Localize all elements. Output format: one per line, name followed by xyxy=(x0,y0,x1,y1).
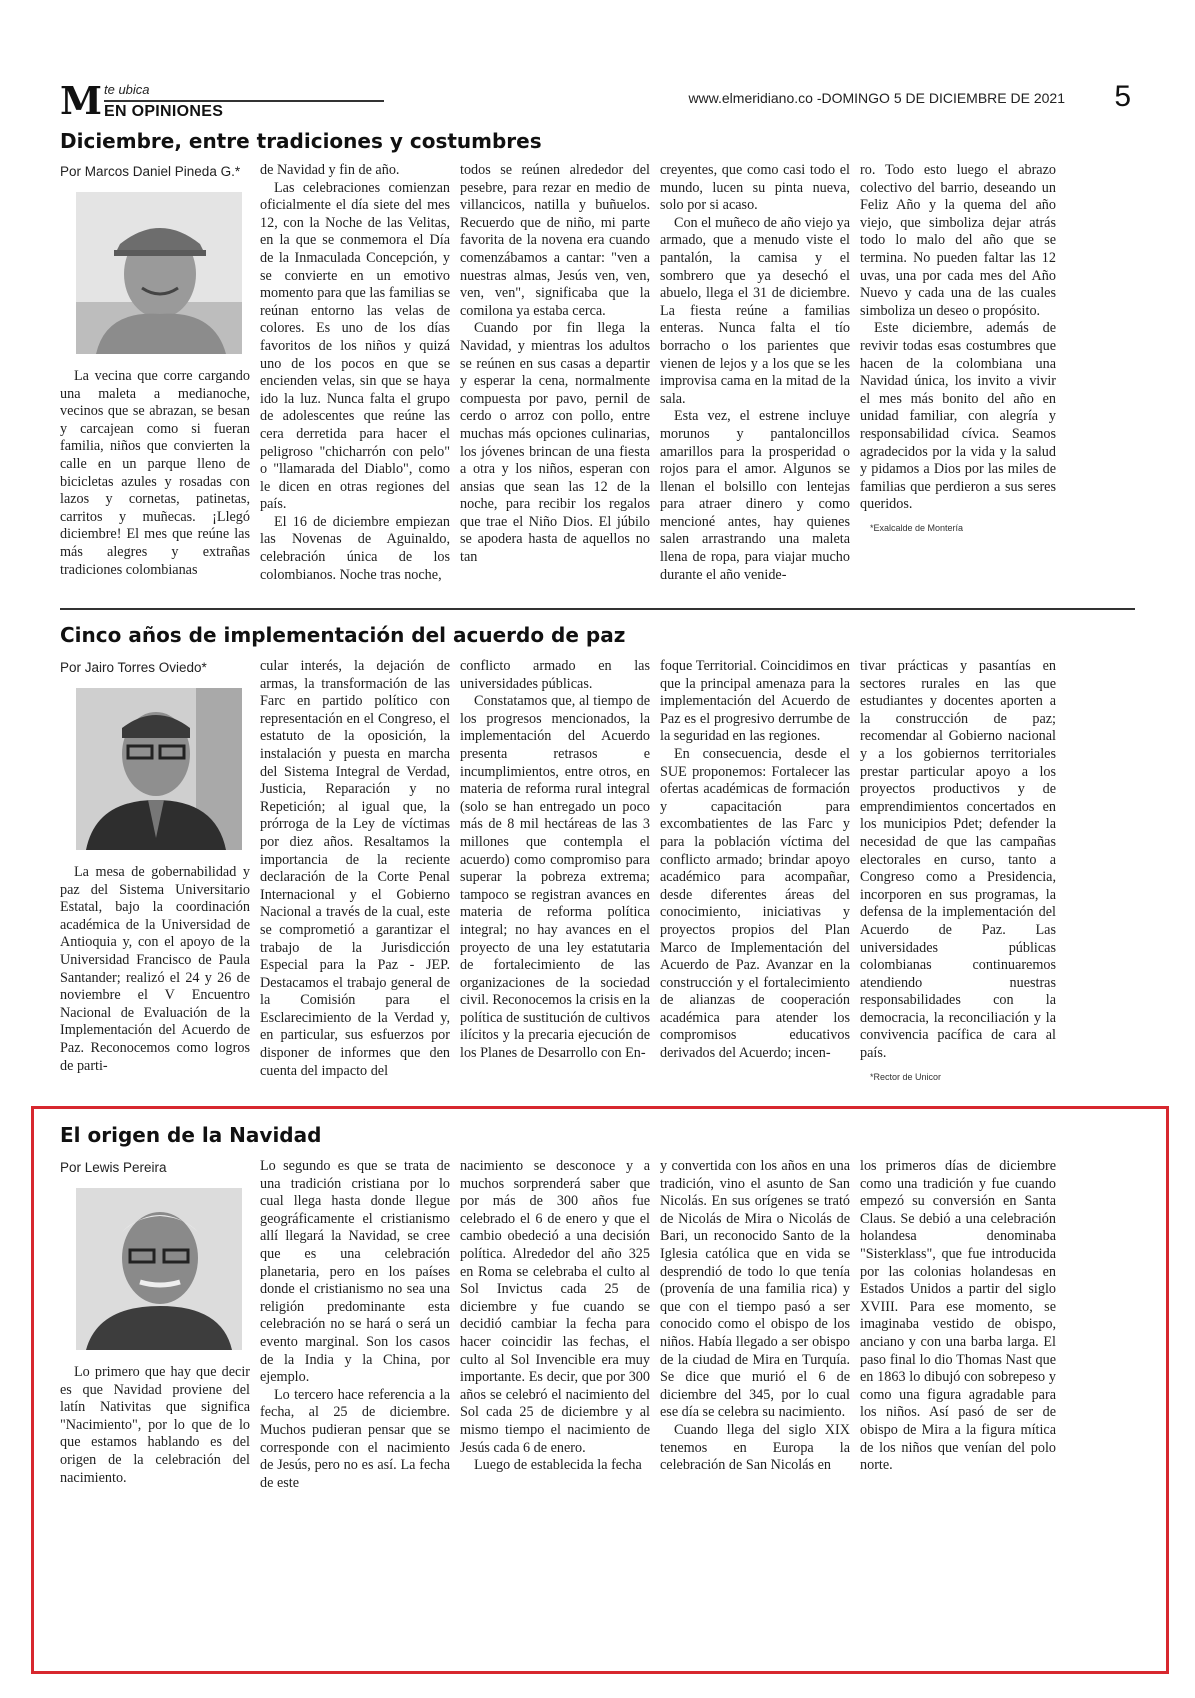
page-number: 5 xyxy=(1114,80,1131,113)
paragraph: Con el muñeco de año viejo ya armado, que a menudo viste el pantalón, la camisa y el sombrero que ya desechó el abuelo, llega el 31 de diciembre. La fiesta reúne a familias enteras. Nunca falta el tío borracho o los parientes que vienen de lejos y a los que se les improvisa cama en la mitad de la sala. xyxy=(660,214,850,407)
paragraph: La mesa de gobernabilidad y paz del Sistema Universitario Estatal, bajo la coordinación académica de la Universidad de Antioquia y, con el apoyo de la Universidad Francisco de Paula Santander; realizó el 24 y 26 de noviembre el V Encuentro Nacional de Evaluación de la Implementación del Acuerdo de Paz. Reconocemos como logros de parti- xyxy=(60,864,250,1074)
article-title: El origen de la Navidad xyxy=(60,1123,322,1147)
byline: Por Jairo Torres Oviedo* xyxy=(60,660,207,675)
article-title: Diciembre, entre tradiciones y costumbres xyxy=(60,129,542,153)
article-column-2 xyxy=(260,1158,450,1658)
paragraph: Lo tercero hace referencia a la fecha, al 25 de diciembre. Muchos pudieran pensar que se corresponde con el nacimiento de Jesús, pero no es así. La fecha de este xyxy=(260,1386,450,1491)
article-columns xyxy=(60,162,1135,606)
paragraph: Lo primero que hay que decir es que Navidad proviene del latín Nativitas que significa "Nacimiento", por lo que de lo que estamos hablando es del origen de la celebración del nacimiento. xyxy=(60,1364,250,1486)
article-column-4 xyxy=(660,1158,850,1658)
byline: Por Marcos Daniel Pineda G.* xyxy=(60,164,241,179)
article-column-1 xyxy=(60,658,250,1094)
paragraph: de Navidad y fin de año. xyxy=(260,162,400,178)
paragraph: foque Territorial. Coincidimos en que la principal amenaza para la implementación del Acuerdo de Paz es el progresivo derrumbe de la seguridad en las regiones. xyxy=(660,658,850,745)
section-rule xyxy=(104,100,384,102)
article-columns xyxy=(60,1158,1135,1658)
article-columns xyxy=(60,658,1135,1094)
author-photo xyxy=(76,688,242,850)
article-column-3 xyxy=(460,658,650,1094)
article-column-1 xyxy=(60,1158,250,1658)
author-footnote: *Rector de Unicor xyxy=(870,1071,942,1082)
paragraph: tivar prácticas y pasantías en sectores rurales en las que estudiantes y docentes aporten a la construcción de paz; recomendar al Gobierno nacional y a los gobiernos territoriales prestar particular apoyo a los proyectos productivos y de emprendimientos concertados en los municipios Pdet; defender la necesidad de que las campañas electorales en curso, tanto a Congreso como a Presidencia, incorporen en sus programas, la defensa de la implementación del Acuerdo de Paz. Las universidades públicas colombianas continuaremos atendiendo nuestras responsabilidades con la democracia, la reconciliación y la convivencia pacífica de cara al país. xyxy=(860,658,1056,1062)
article-column-5 xyxy=(860,162,1056,606)
article-column-4 xyxy=(660,162,850,606)
section-name: EN OPINIONES xyxy=(104,103,224,120)
article-column-5 xyxy=(860,658,1056,1094)
paragraph: nacimiento se desconoce y a muchos sorprenderá saber que por más de 300 años fue celebrado el 6 de enero y que el cambio obedeció a una decisión política. Alrededor del año 325 en Roma se celebraba el culto al Sol Invictus cada 25 de diciembre y fue cuando se decidió cambiar la fecha para hacer coincidir las fechas, el culto al Sol Invencible era muy importante. Es decir, que por 300 años se celebró el nacimiento del Sol cada 25 de diciembre y al mismo tiempo el nacimiento de Jesús cada 6 de enero. xyxy=(460,1158,650,1456)
paragraph: y convertida con los años en una tradición, vino el asunto de San Nicolás. En sus orígenes se trató de Nicolás de Mira o Nicolás de Bari, un reconocido Santo de la Iglesia católica que en vida se desprendió de todo lo que tenía (provenía de una familia rica) y que con el tiempo pasó a ser conocido como el obispo de los niños. Había llegado a ser obispo de la ciudad de Mira en Turquía. Se dice que murió el 6 de diciembre del 345, por lo cual ese día se celebra su nacimiento. xyxy=(660,1158,850,1421)
paragraph: Constatamos que, al tiempo de los progresos mencionados, la implementación del Acuerdo presenta retrasos e incumplimientos, entre otros, en materia de reforma rural integral (solo se han entregado un poco más de 8 mil hectáreas de las 3 millones que contempla el acuerdo) como compromiso para superar la pobreza extrema; tampoco se registran avances en materia de reforma política integral; no hay avances en el proyecto de una ley estatutaria de fortalecimiento de las organizaciones de la sociedad civil. Reconocemos la crisis en la política de sustitución de cultivos ilícitos y la precaria ejecución de los Planes de Desarrollo con En- xyxy=(460,693,650,1062)
byline: Por Lewis Pereira xyxy=(60,1160,167,1175)
article-column-1 xyxy=(60,162,250,606)
article-column-3 xyxy=(460,1158,650,1658)
paragraph: La vecina que corre cargando una maleta a medianoche, vecinos que se abrazan, se besan y carcajean como si fueran familia, niños que convierten la calle en un parque lleno de bicicletas azules y rosadas con lazos y cornetas, patinetas, carritos y muñecas. ¡Llegó diciembre! El mes que reúne las más alegres y extrañas tradiciones colombianas xyxy=(60,368,250,578)
author-photo xyxy=(76,192,242,354)
paragraph: Cuando por fin llega la Navidad, y mientras los adultos se reúnen en sus casas a departir y esperar la cena, normalmente compuesta por pavo, pernil de cerdo o arroz con pollo, entre muchas más opciones culinarias, los jóvenes brincan de una fiesta a otra y los niños, esperan con ansias que sean las 12 de la noche, para recibir los regalos que trae el Niño Dios. El júbilo se apodera hasta de aquellos no tan xyxy=(460,320,650,566)
author-photo xyxy=(76,1188,242,1350)
author-footnote: *Exalcalde de Montería xyxy=(870,522,964,533)
article-column-4 xyxy=(660,658,850,1094)
paragraph: Luego de establecida la fecha xyxy=(474,1457,642,1474)
article-column-3 xyxy=(460,162,650,606)
article-column-2 xyxy=(260,162,450,606)
paragraph: cular interés, la dejación de armas, la transformación de las Farc en partido político con representación en el Congreso, el estatuto de la oposición, la instalación y puesta en marcha del Sistema Integral de Verdad, Justicia, Reparación y no Repetición; al igual que, la prórroga de la Ley de víctimas por diez años. Resaltamos la importancia de la reciente declaración de la Corte Penal Internacional y el Gobierno Nacional a través de la cual, este se comprometió a garantizar el trabajo de la Jurisdicción Especial para la Paz - JEP. Destacamos el trabajo general de la Comisión para el Esclarecimiento de la Verdad y, en particular, sus esfuerzos por disponer de informes que den cuenta del impacto del xyxy=(260,658,450,1079)
article-column-5 xyxy=(860,1158,1056,1658)
article-diciembre xyxy=(60,126,1135,606)
article-acuerdo-paz xyxy=(60,620,1135,1094)
paragraph: Lo segundo es que se trata de una tradición cristiana por lo cual llega hasta donde llegue geográficamente el cristianismo allí llegará la Navidad, se cree que es una celebración planetaria, pero en los países donde el cristianismo no sea una religión predominante esta celebración no se hará o será un evento marginal. Son los casos de la India y la China, por ejemplo. xyxy=(260,1158,450,1386)
paragraph: El 16 de diciembre empiezan las Novenas de Aguinaldo, celebración única de los colombianos. Noche tras noche, xyxy=(260,513,450,583)
paragraph: Las celebraciones comienzan oficialmente el día siete del mes 12, con la Noche de las Velitas, en la que se conmemora el Día de la Inmaculada Concepción, y se convierte en un emotivo momento para que las familias se reúnan entorno las velas de colores. Es uno de los días favoritos de los niños y quizá uno de los pocos en que se encienden velas, sin que se haya ido la luz. Nunca falta el grupo de adolescentes que reúne las cera derretida para hacer el peligroso "chicharrón con pelo" o "llamarada del Diablo", como le dicen en otras regiones del país. xyxy=(260,179,450,513)
article-origen-navidad xyxy=(60,1120,1135,1660)
paragraph: los primeros días de diciembre como una tradición y fue cuando empezó su conversión en Santa Claus. Se debió a una celebración holandesa denominaba "Sisterklass", que fue introducida por las colonias holandesas en Estados Unidos a partir del siglo XVIII. Para ese momento, se imaginaba vestido de obispo, anciano y con una barba larga. El paso final lo dio Thomas Nast que en 1863 lo dibujó con sobrepeso y como una figura agradable para los niños. Así pasó de ser de obispo de Mira a la figura mítica de los niños que venían del polo norte. xyxy=(860,1158,1056,1474)
paragraph: Este diciembre, además de revivir todas esas costumbres que hacen de la colombiana una Navidad única, los invito a vivir el mes más bonito del año en unidad familiar, con alegría y responsabilidad cívica. Seamos agradecidos por la vida y la salud y pidamos a Dios por las miles de familias que perdieron a sus seres queridos. xyxy=(860,320,1056,513)
paragraph: ro. Todo esto luego el abrazo colectivo del barrio, deseando un Feliz Año y la quema del año viejo, que simboliza dejar atrás todo lo malo del año que se termina. No pueden faltar las 12 uvas, una por cada mes del Año Nuevo y cada una de las cuales simboliza un deseo o propósito. xyxy=(860,162,1056,319)
edition-line: www.elmeridiano.co -DOMINGO 5 DE DICIEMBRE DE 2021 xyxy=(688,90,1065,106)
article-title: Cinco años de implementación del acuerdo de paz xyxy=(60,623,626,647)
paragraph: conflicto armado en las universidades públicas. xyxy=(460,658,650,692)
masthead xyxy=(60,78,1135,126)
article-column-2 xyxy=(260,658,450,1094)
section-kicker: te ubica xyxy=(104,82,150,97)
newspaper-logo: M xyxy=(60,78,101,123)
paragraph: creyentes, que como casi todo el mundo, lucen su pinta nueva, solo por si acaso. xyxy=(660,162,850,214)
paragraph: Cuando llega del siglo XIX tenemos en Europa la celebración de San Nicolás en xyxy=(660,1421,850,1474)
paragraph: todos se reúnen alrededor del pesebre, para rezar en medio de villancicos, natilla y buñuelos. Recuerdo que de niño, mi parte favorita de la novena era cuando comenzábamos a cantar: "ven a nuestras almas, Jesús ven, ven, ven, ven", significaba que la comilona ya estaba cerca. xyxy=(460,162,650,319)
paragraph: Esta vez, el estrene incluye morunos y pantaloncillos amarillos para la prosperidad o rojos para el amor. Algunos se llenan el bolsillo con lentejas para atraer dinero y como mencioné antes, hay quienes salen arrastrando una maleta llena de ropa, para viajar mucho durante el año venide- xyxy=(660,408,850,583)
paragraph: En consecuencia, desde el SUE proponemos: Fortalecer las ofertas académicas de formación y capacitación para excombatientes de las Farc y para la población víctima del conflicto armado; brindar apoyo académico para acompañar, desde diferentes áreas del conocimiento, iniciativas y proyectos propios del Plan Marco de Implementación del Acuerdo de Paz. Avanzar en la construcción y el fortalecimiento de alianzas de cooperación académica para atender los compromisos educativos derivados del Acuerdo; incen- xyxy=(660,745,850,1062)
article-divider xyxy=(60,608,1135,610)
